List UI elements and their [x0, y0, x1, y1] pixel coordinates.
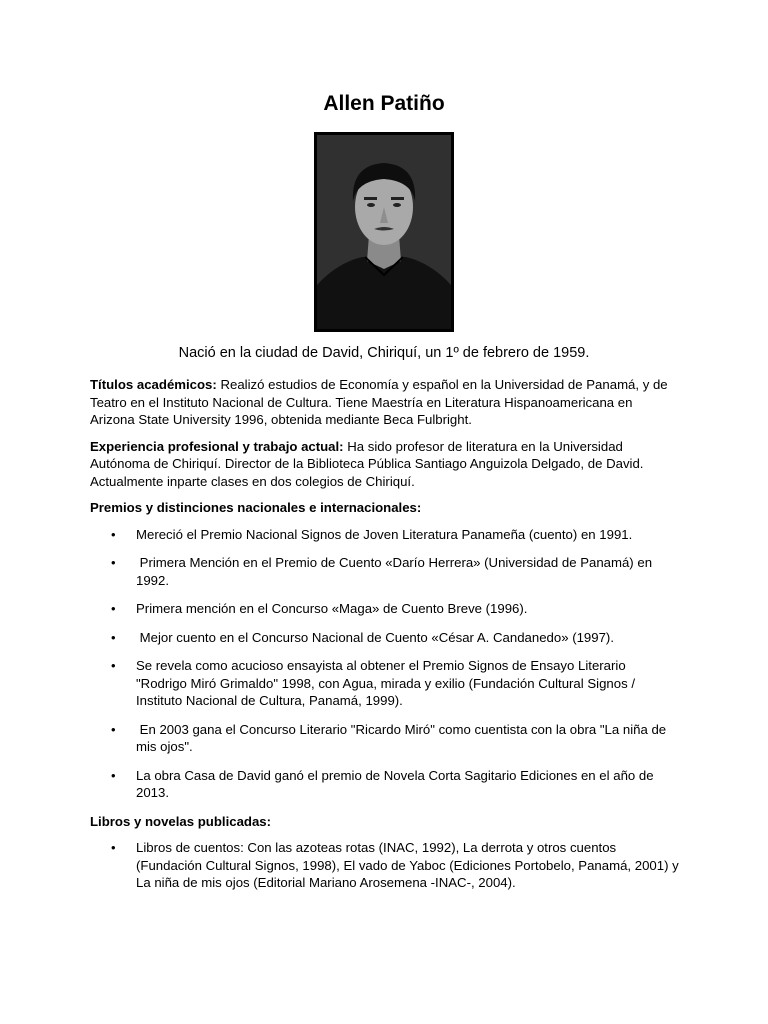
list-item: [90, 629, 680, 647]
list-item: [90, 839, 680, 892]
award-text: Se revela como acucioso ensayista al obtener el Premio Signos de Ensayo Literario "Rodrigo Miró Grimaldo" 1998, con Agua, mirada y exilio (Fundación Cultural Signos / Instituto Nacional de Cultura, Panamá, 1999).: [136, 658, 636, 708]
birth-info: Nació en la ciudad de David, Chiriquí, un 1º de febrero de 1959.: [178, 345, 590, 361]
experience-label: Experiencia profesional y trabajo actual:: [90, 438, 344, 454]
list-item: [90, 767, 680, 802]
list-item: [90, 600, 680, 618]
list-item: [90, 657, 680, 710]
biography-content: [90, 376, 680, 903]
bullet-icon: •: [111, 555, 116, 570]
award-text: En 2003 gana el Concurso Literario "Ricardo Miró" como cuentista con la obra "La niña de mis ojos".: [136, 721, 670, 754]
bullet-icon: •: [111, 767, 116, 783]
bullet-icon: •: [111, 840, 116, 855]
award-text: La obra Casa de David ganó el premio de Novela Corta Sagitario Ediciones en el año de 2013.: [136, 767, 654, 800]
academic-titles-text: Realizó estudios de Economía y español en la Universidad de Panamá, y de Teatro en el Instituto Nacional de Cultura. Tiene Maestría en Literatura Hispanoamericana en Arizona State University 1996, obtenida mediante Beca Fulbright.: [90, 377, 668, 427]
portrait-photo: [314, 132, 454, 332]
bullet-icon: •: [111, 601, 116, 616]
bullet-icon: •: [111, 629, 116, 645]
books-heading: Libros y novelas publicadas:: [90, 813, 272, 829]
experience-paragraph: [90, 438, 680, 491]
awards-list: [90, 526, 680, 802]
portrait-image: [317, 135, 451, 329]
list-item: [90, 554, 680, 589]
list-item: [90, 721, 680, 756]
award-text: Mejor cuento en el Concurso Nacional de Cuento «César A. Candanedo» (1997).: [136, 629, 614, 645]
award-text: Primera mención en el Concurso «Maga» de Cuento Breve (1996).: [136, 601, 528, 616]
award-text: Mereció el Premio Nacional Signos de Joven Literatura Panameña (cuento) en 1991.: [136, 526, 633, 542]
bullet-icon: •: [111, 658, 116, 673]
academic-titles-label: Títulos académicos:: [90, 377, 217, 392]
book-text: Libros de cuentos: Con las azoteas rotas (INAC, 1992), La derrota y otros cuentos (Fundación Cultural Signos, 1998), El vado de Yaboc (Ediciones Portobelo, Panamá, 2001) y La niña de mis ojos (Editorial Mariano Arosemena -INAC-, 2004).: [136, 840, 679, 890]
award-text: Primera Mención en el Premio de Cuento «Darío Herrera» (Universidad de Panamá) en 1992.: [136, 555, 656, 588]
bullet-icon: •: [111, 721, 116, 737]
list-item: [90, 526, 680, 544]
academic-titles-paragraph: [90, 376, 680, 429]
page-title: Allen Patiño: [323, 92, 445, 115]
awards-heading: Premios y distinciones nacionales e internacionales:: [90, 500, 422, 515]
bullet-icon: •: [111, 526, 116, 542]
experience-text: Ha sido profesor de literatura en la Universidad Autónoma de Chiriquí. Director de la Biblioteca Pública Santiago Anguizola Delgado, de David. Actualmente inparte clases en dos colegios de Chiriquí.: [90, 438, 644, 489]
books-list: [90, 839, 680, 892]
